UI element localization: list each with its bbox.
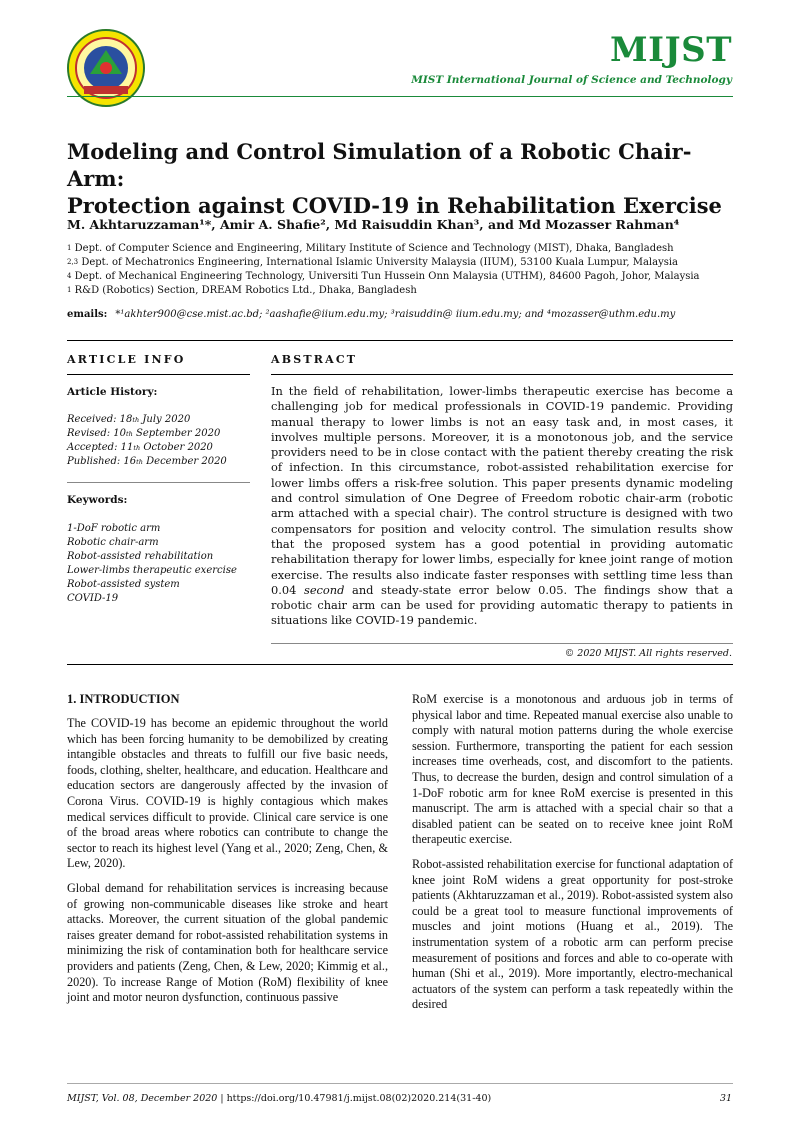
affiliation-3: $^4$ Dept. of Mechanical Engineering Technology, Universiti Tun Hussein Onn Malaysia (UTHM), 84600 Pagoh, Johor, Malaysia (67, 271, 700, 282)
left-column (67, 716, 388, 1015)
keyword: Robot-assisted rehabilitation (67, 551, 214, 562)
paper-title (67, 138, 747, 219)
info-rule-2 (67, 482, 250, 483)
affiliation-4: $^1$ R&D (Robotics) Section, DREAM Robotics Ltd., Dhaka, Bangladesh (67, 285, 417, 296)
paragraph: The COVID-19 has become an epidemic throughout the world which has been forcing humanity to be demobilized by creating intangible obstacles and threats to fulfill our five basic needs, foods, clothing, shelter, healthcare, and education. Healthcare and education sectors are dangerously affected by the invasion of Corona Virus. COVID-19 is highly contagious which makes medical services difficult to provide. Clinical care service is one of the broad areas where robotics can contribute to change the sector to reach its highest level (Yang et al., 2020; Zeng, Chen, & Lew, 2020). (67, 716, 388, 871)
keyword: Robot-assisted system (67, 579, 180, 590)
header-rule (67, 96, 733, 97)
emails-label: emails: (67, 309, 108, 320)
history-accepted: Accepted: 11th October 2020 (67, 442, 213, 453)
journal-abbr: MIJST (610, 30, 732, 70)
keyword: COVID-19 (67, 593, 119, 604)
affiliations (67, 242, 700, 298)
keyword: Robotic chair-arm (67, 537, 159, 548)
introduction-heading: 1. INTRODUCTION (67, 692, 180, 706)
paragraph: Robot-assisted rehabilitation exercise for functional adaptation of knee joint RoM widens a great opportunity for post-stroke patients (Akhtaruzzaman et al., 2019). Robot-assisted system also could be a great tool to measure functional improvements of muscles and joint motions (Huang et al., 2019). The instrumentation system of a robotic arm can perform precise measurement of positions and forces and able to co-operate with human (Shi et al., 2019). More importantly, electro-mechanical actuators of the system can perform a task repeatedly within the desired (412, 856, 733, 1012)
emails (67, 309, 675, 320)
footer-doi-link[interactable]: | https://doi.org/10.47981/j.mijst.08(02)2020.214(31-40) (217, 1093, 492, 1104)
section-rule (67, 664, 733, 665)
affiliation-2: $^{2,3}$ Dept. of Mechatronics Engineering, International Islamic University Malaysia (IIUM), 53100 Kuala Lumpur, Malaysia (67, 257, 679, 268)
top-rule (67, 340, 733, 341)
footer-rule (67, 1083, 733, 1084)
history-revised: Revised: 10th September 2020 (67, 428, 221, 439)
abstract-rule (271, 374, 733, 375)
history-label: Article History: (67, 386, 158, 398)
keyword: Lower-limbs therapeutic exercise (67, 565, 237, 576)
title-line-2: Protection against COVID-19 in Rehabilitation Exercise (67, 193, 722, 218)
abstract-heading: ABSTRACT (271, 353, 358, 366)
article-history (67, 413, 227, 469)
article-info-heading: ARTICLE INFO (67, 353, 186, 366)
footer-citation (67, 1093, 491, 1104)
abstract-bottom-rule (271, 643, 733, 644)
page-number: 31 (719, 1093, 732, 1104)
keyword: 1-DoF robotic arm (67, 523, 161, 534)
keywords-list (67, 522, 237, 606)
affiliation-1: $^1$ Dept. of Computer Science and Engineering, Military Institute of Science and Technology (MIST), Dhaka, Bangladesh (67, 243, 674, 254)
paragraph: Global demand for rehabilitation services is increasing because of growing non-communicable diseases like stroke and heart attacks. Moreover, the current situation of the global pandemic raises greater demand for robot-assisted rehabilitation systems in minimizing the risk of contamination both for healthcare service providers and patients (Zeng, Chen, & Lew, 2020; Kimmig et al., 2020). To increase Range of Motion (RoM) flexibility of knee joint and motor neuron dysfunction, continuous passive (67, 880, 388, 1005)
abstract-text: In the field of rehabilitation, lower-limbs therapeutic exercise has become a challenging job for medical professionals in COVID-19 pandemic. Providing manual therapy to lower limbs is not an easy task and, in most cases, it involves multiple persons. Moreover, it is a monotonous job, and the service providers need to be in close contact with the patient thereby creating the risk of infection. In this circumstance, robot-assisted rehabilitation exercise for lower limbs offers a risk-free solution. This paper presents dynamic modeling and control simulation of One Degree of Freedom robotic chair-arm (robotic arm attached with a special chair). The control structure is designed with two compensators for position and velocity control. The simulation results show that the proposed system has a good potential in providing automatic rehabilitation therapy for lower limbs, especially for knee joint range of motion exercise. The results also indicate faster responses with settling time less than 0.04 second and steady-state error below 0.05. The findings show that a robotic chair arm can be used for providing automatic therapy to patients in situations like COVID-19 pandemic. (271, 384, 733, 628)
history-published: Published: 16th December 2020 (67, 456, 227, 467)
history-received: Received: 18th July 2020 (67, 414, 191, 425)
author-list: M. Akhtaruzzaman¹*, Amir A. Shafie², Md Raisuddin Khan³, and Md Mozasser Rahman⁴ (67, 217, 680, 232)
right-column (412, 692, 733, 1022)
title-line-1: Modeling and Control Simulation of a Robotic Chair-Arm: (67, 139, 692, 191)
copyright: © 2020 MIJST. All rights reserved. (564, 648, 732, 659)
footer-journal: MIJST, Vol. 08, December 2020 (67, 1093, 218, 1104)
paragraph: RoM exercise is a monotonous and arduous job in terms of physical labor and time. Repeated manual exercise also unable to comply with natural motion patterns during the whole exercise session. Furthermore, transporting the patient for each session increases time overheads, cost, and discomfort to the patients. Thus, to decrease the burden, design and control simulation of a 1-DoF robotic arm for knee RoM exercise is presented in this manuscript. The arm is attached with a special chair so that a disabled patient can be seated on to receive knee joint RoM therapeutic exercise. (412, 692, 733, 847)
info-rule-1 (67, 374, 250, 375)
keywords-label: Keywords: (67, 494, 128, 506)
journal-name: MIST International Journal of Science and Technology (411, 74, 732, 86)
emails-value: *¹akhter900@cse.mist.ac.bd; ²aashafie@iium.edu.my; ³raisuddin@ iium.edu.my; and ⁴mozasser@uthm.edu.my (115, 309, 676, 320)
